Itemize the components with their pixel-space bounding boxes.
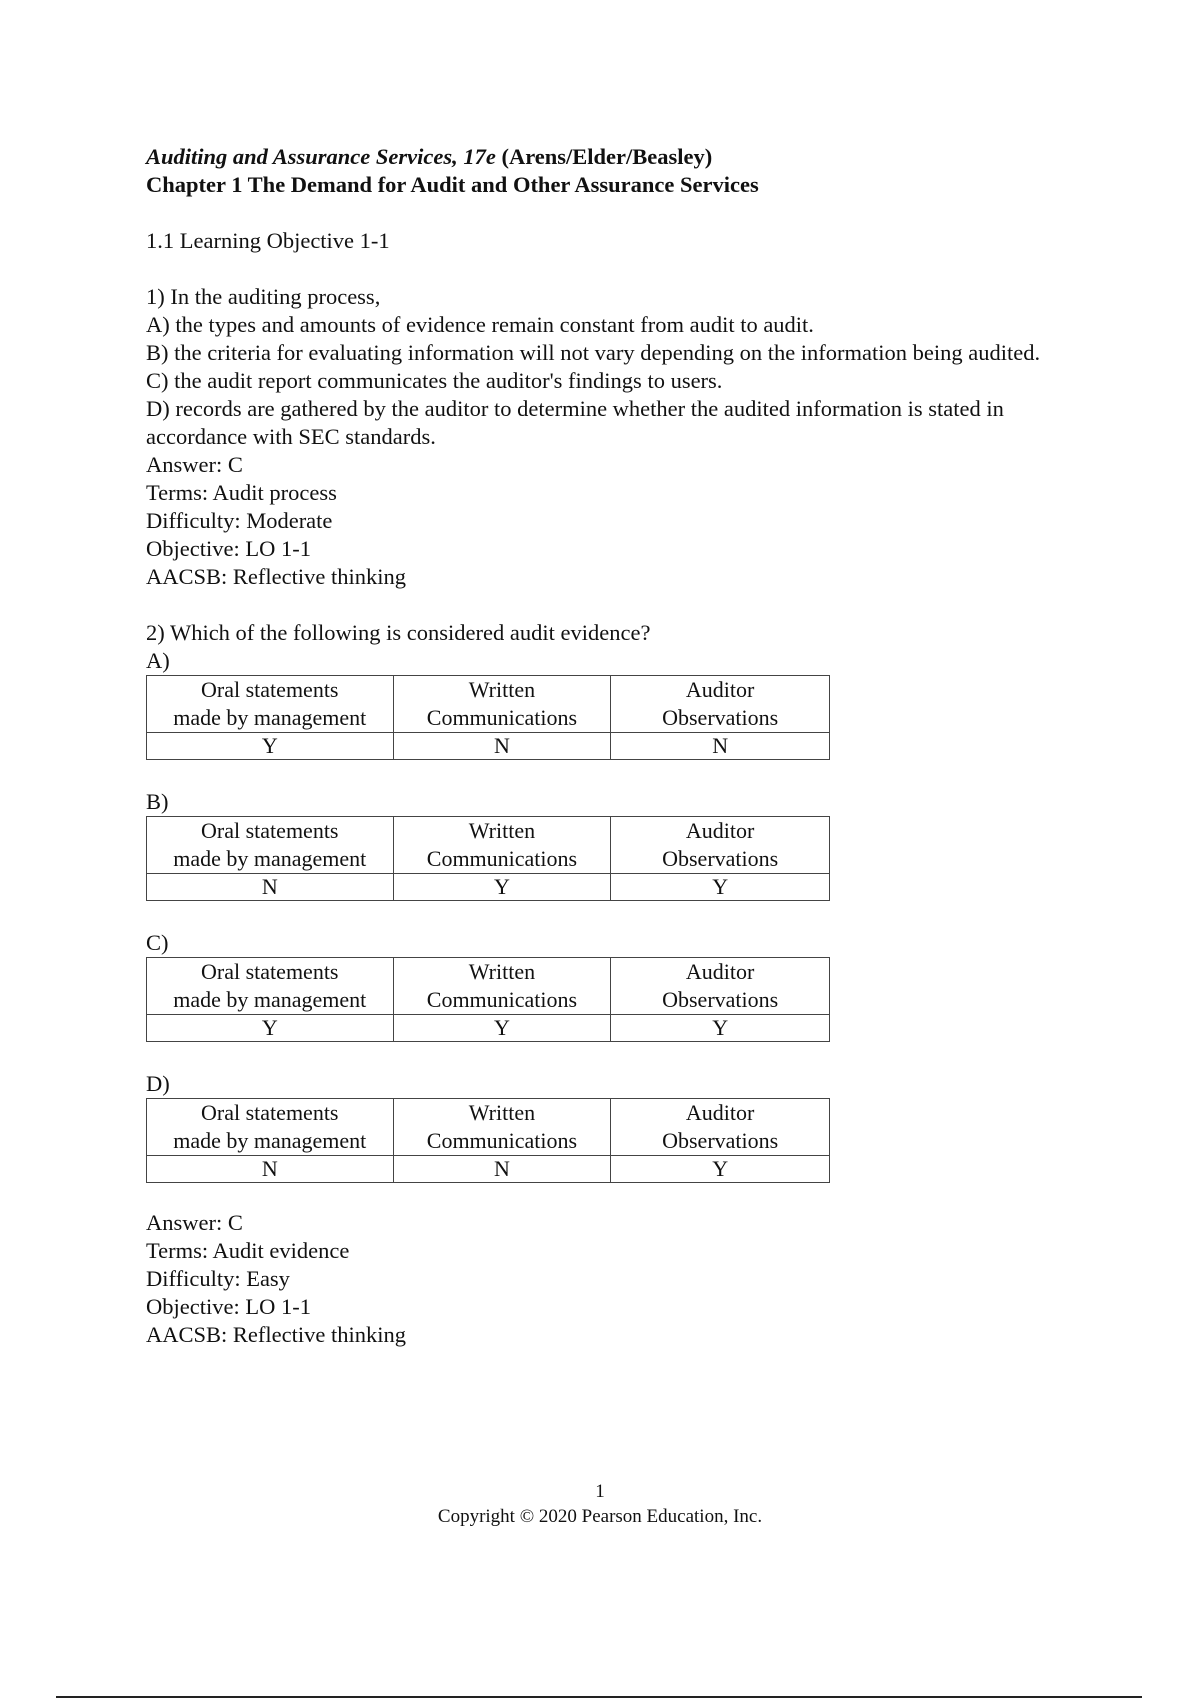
header-auditor-observations: Auditor Observations <box>611 958 830 1015</box>
option-label: C) <box>146 930 169 955</box>
cell-observations: Y <box>611 874 830 901</box>
question-2-difficulty: Difficulty: Easy <box>146 1266 290 1291</box>
table-row <box>147 733 830 760</box>
question-2-aacsb: AACSB: Reflective thinking <box>146 1322 406 1347</box>
question-1-option-a: A) the types and amounts of evidence remain constant from audit to audit. <box>146 312 814 337</box>
header-written-communications: Written Communications <box>393 1099 611 1156</box>
question-2-option-b <box>146 788 1086 901</box>
question-1-option-d: D) records are gathered by the auditor to determine whether the audited information is stated in accordance with SEC standards. <box>146 396 1004 449</box>
question-1-option-c: C) the audit report communicates the auditor's findings to users. <box>146 368 723 393</box>
cell-observations: N <box>611 733 830 760</box>
document-title <box>146 143 1086 171</box>
question-2-stem: 2) Which of the following is considered audit evidence? <box>146 620 651 645</box>
cell-written: Y <box>393 1015 611 1042</box>
table-row <box>147 874 830 901</box>
table-header-row <box>147 817 830 874</box>
evidence-table <box>146 1098 830 1183</box>
header-auditor-observations: Auditor Observations <box>611 1099 830 1156</box>
book-authors: (Arens/Elder/Beasley) <box>495 144 713 169</box>
page-number: 1 <box>595 1481 605 1502</box>
table-header-row <box>147 958 830 1015</box>
header-written-communications: Written Communications <box>393 958 611 1015</box>
question-1-terms: Terms: Audit process <box>146 480 337 505</box>
question-1-stem: 1) In the auditing process, <box>146 284 381 309</box>
header-auditor-observations: Auditor Observations <box>611 817 830 874</box>
table-row <box>147 1156 830 1183</box>
question-1-answer: Answer: C <box>146 452 243 477</box>
header-written-communications: Written Communications <box>393 676 611 733</box>
cell-written: N <box>393 733 611 760</box>
question-2-option-d <box>146 1070 1086 1183</box>
question-2 <box>146 619 1086 1349</box>
header-auditor-observations: Auditor Observations <box>611 676 830 733</box>
header-oral-statements: Oral statements made by management <box>147 958 394 1015</box>
copyright-notice: Copyright © 2020 Pearson Education, Inc. <box>437 1506 763 1527</box>
question-1 <box>146 283 1086 591</box>
option-label: B) <box>146 789 169 814</box>
cell-observations: Y <box>611 1015 830 1042</box>
cell-written: Y <box>393 874 611 901</box>
question-2-answer: Answer: C <box>146 1210 243 1235</box>
question-1-aacsb: AACSB: Reflective thinking <box>146 564 406 589</box>
cell-oral: N <box>147 1156 394 1183</box>
question-2-option-c <box>146 929 1086 1042</box>
question-1-difficulty: Difficulty: Moderate <box>146 508 333 533</box>
chapter-title: Chapter 1 The Demand for Audit and Other Assurance Services <box>146 172 759 197</box>
option-label: A) <box>146 648 170 673</box>
table-header-row <box>147 676 830 733</box>
table-row <box>147 1015 830 1042</box>
cell-oral: N <box>147 874 394 901</box>
section-heading: 1.1 Learning Objective 1-1 <box>146 228 390 253</box>
page-content <box>146 143 1086 1349</box>
question-2-option-a <box>146 647 1086 760</box>
question-2-objective: Objective: LO 1-1 <box>146 1294 311 1319</box>
table-header-row <box>147 1099 830 1156</box>
option-label: D) <box>146 1071 170 1096</box>
question-1-objective: Objective: LO 1-1 <box>146 536 311 561</box>
evidence-table <box>146 957 830 1042</box>
header-oral-statements: Oral statements made by management <box>147 817 394 874</box>
header-oral-statements: Oral statements made by management <box>147 676 394 733</box>
header-written-communications: Written Communications <box>393 817 611 874</box>
cell-oral: Y <box>147 733 394 760</box>
bottom-divider <box>56 1696 1142 1698</box>
evidence-table <box>146 675 830 760</box>
question-2-terms: Terms: Audit evidence <box>146 1238 350 1263</box>
book-title: Auditing and Assurance Services, 17e <box>146 144 496 169</box>
question-1-option-b: B) the criteria for evaluating information will not vary depending on the information being audited. <box>146 340 1041 365</box>
evidence-table <box>146 816 830 901</box>
cell-observations: Y <box>611 1156 830 1183</box>
cell-oral: Y <box>147 1015 394 1042</box>
cell-written: N <box>393 1156 611 1183</box>
header-oral-statements: Oral statements made by management <box>147 1099 394 1156</box>
